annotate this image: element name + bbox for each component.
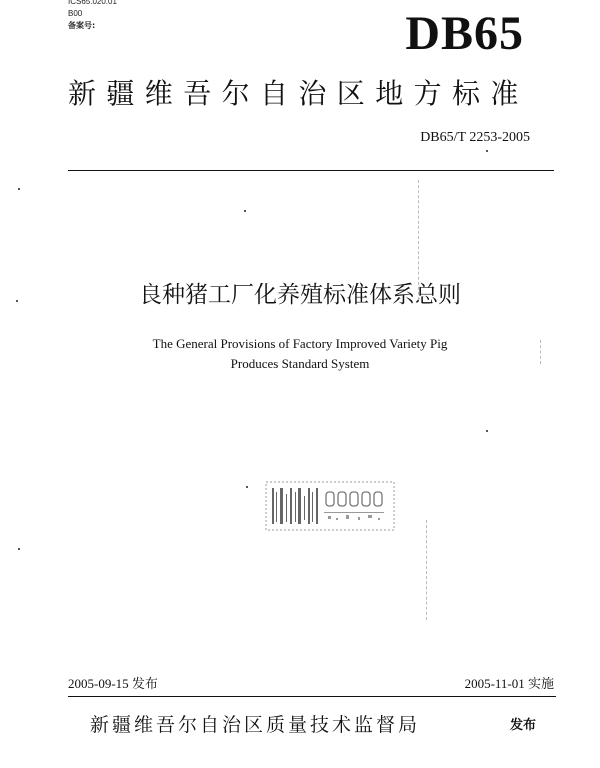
scan-speck bbox=[18, 548, 20, 550]
scan-speck bbox=[246, 486, 248, 488]
implementation-date: 2005-11-01 实施 bbox=[464, 676, 554, 691]
scan-artifact-line bbox=[540, 340, 541, 364]
scan-artifact-line bbox=[418, 180, 419, 300]
issuing-authority: 新疆维吾尔自治区质量技术监督局 bbox=[90, 714, 421, 736]
scan-speck bbox=[486, 430, 488, 432]
title-chinese: 良种猪工厂化养殖标准体系总则 bbox=[139, 282, 461, 308]
scan-speck bbox=[486, 150, 488, 152]
scan-speck bbox=[16, 300, 18, 302]
scan-artifact-line bbox=[426, 520, 427, 620]
filing-number-label: 备案号: bbox=[68, 21, 96, 30]
top-divider bbox=[68, 170, 554, 171]
db-code-logo: DB65 bbox=[405, 7, 524, 60]
scan-speck bbox=[244, 210, 246, 212]
ccs-code: B00 bbox=[68, 9, 83, 18]
title-english-line-2: Produces Standard System bbox=[230, 356, 370, 371]
ics-code: ICS65.020.01 bbox=[68, 0, 117, 6]
bottom-divider bbox=[68, 696, 556, 697]
publish-date: 2005-09-15 发布 bbox=[68, 676, 158, 691]
issue-action-label: 发布 bbox=[510, 718, 537, 733]
barcode-stamp-icon bbox=[264, 478, 396, 534]
standard-type-heading: 新疆维吾尔自治区地方标准 bbox=[68, 77, 529, 110]
standard-number: DB65/T 2253-2005 bbox=[420, 130, 530, 145]
title-english-line-1: The General Provisions of Factory Improved Variety Pig bbox=[152, 336, 448, 351]
scan-speck bbox=[18, 188, 20, 190]
